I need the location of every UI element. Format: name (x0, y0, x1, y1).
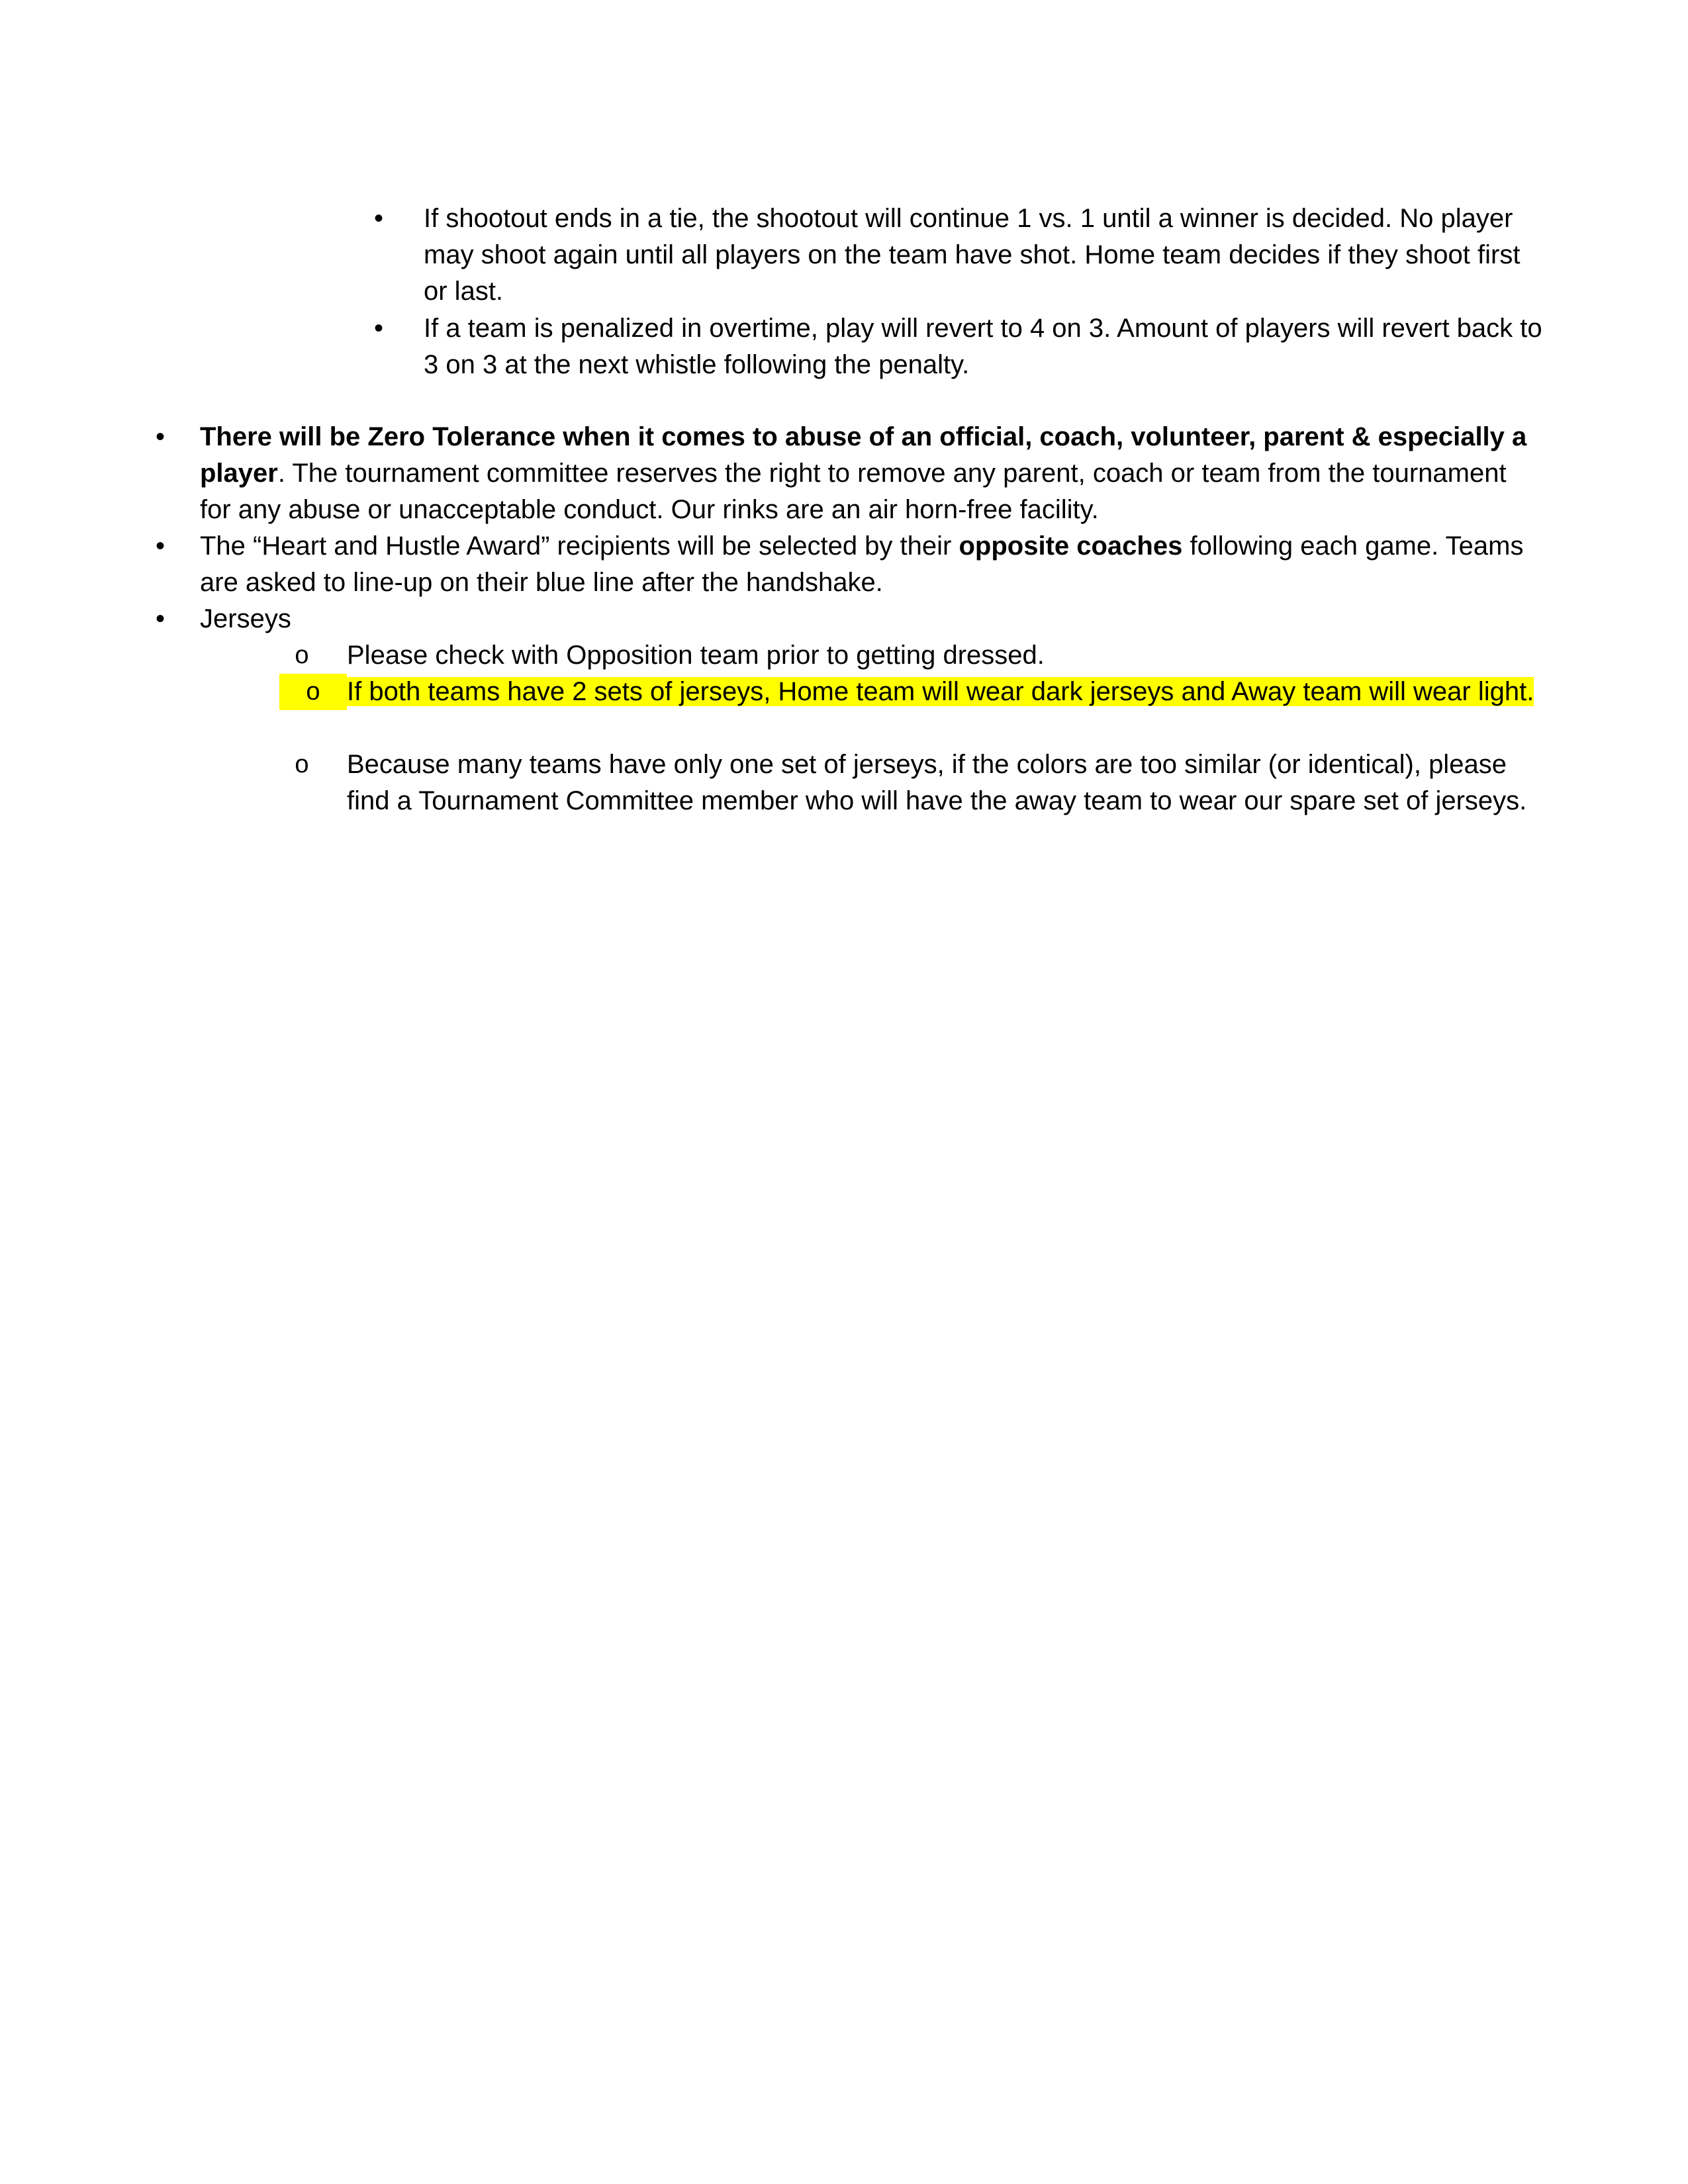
jerseys-item-two-sets (306, 674, 1552, 710)
jerseys-item-text (347, 674, 1552, 710)
bullet-circle: o (295, 641, 309, 669)
rule-jerseys (155, 601, 1544, 637)
bullet-dot: • (155, 422, 165, 451)
rule-rest-text: . The tournament committee reserves the right to remove any parent, coach or team from the tournament for any abuse or unacceptable conduct. Our rinks are an air horn-free facility. (200, 459, 1507, 524)
overtime-bullet-text: If a team is penalized in overtime, play will revert to 4 on 3. Amount of players will revert back to 3 on 3 at the next whistle following the penalty. (424, 314, 1542, 379)
rule-text (200, 419, 1544, 528)
bullet-dot: • (155, 531, 165, 561)
bullet-dot: • (373, 204, 383, 233)
overtime-bullet-penalty (373, 310, 1549, 383)
overtime-bullet-text: If shootout ends in a tie, the shootout will continue 1 vs. 1 until a winner is decided. No player may shoot again until all players on the team have shot. Home team decides if they shoot first or last. (424, 204, 1521, 306)
rule-heart-hustle (155, 528, 1544, 601)
jerseys-item-check-opposition (295, 637, 1552, 674)
jerseys-item-text: Please check with Opposition team prior to getting dressed. (347, 641, 1045, 670)
jerseys-item-text: Because many teams have only one set of jerseys, if the colors are too similar (or identical), please find a Tournament Committee member who will have the away team to wear our spare set of jerseys. (347, 750, 1527, 815)
rule-before-text: The “Heart and Hustle Award” recipients will be selected by their (200, 531, 959, 561)
jerseys-item-spare-set (295, 747, 1552, 819)
bullet-dot: • (155, 604, 165, 633)
bullet-circle: o (295, 751, 309, 778)
rule-bold-text: opposite coaches (959, 531, 1183, 561)
bullet-dot: • (373, 314, 383, 343)
rule-bold-text: There will be Zero Tolerance when it comes to abuse of an official, coach, volunteer, parent & especially a player (200, 422, 1527, 488)
overtime-bullet-shootout (373, 201, 1549, 310)
rule-text (200, 528, 1544, 601)
rule-after-text: following each game. Teams are asked to line-up on their blue line after the handshake. (200, 531, 1524, 597)
highlighted-text: If both teams have 2 sets of jerseys, Home team will wear dark jerseys and Away team will wear light. (347, 677, 1534, 706)
bullet-circle: o (279, 674, 347, 710)
jerseys-label: Jerseys (200, 604, 291, 633)
rule-zero-tolerance (155, 419, 1544, 528)
